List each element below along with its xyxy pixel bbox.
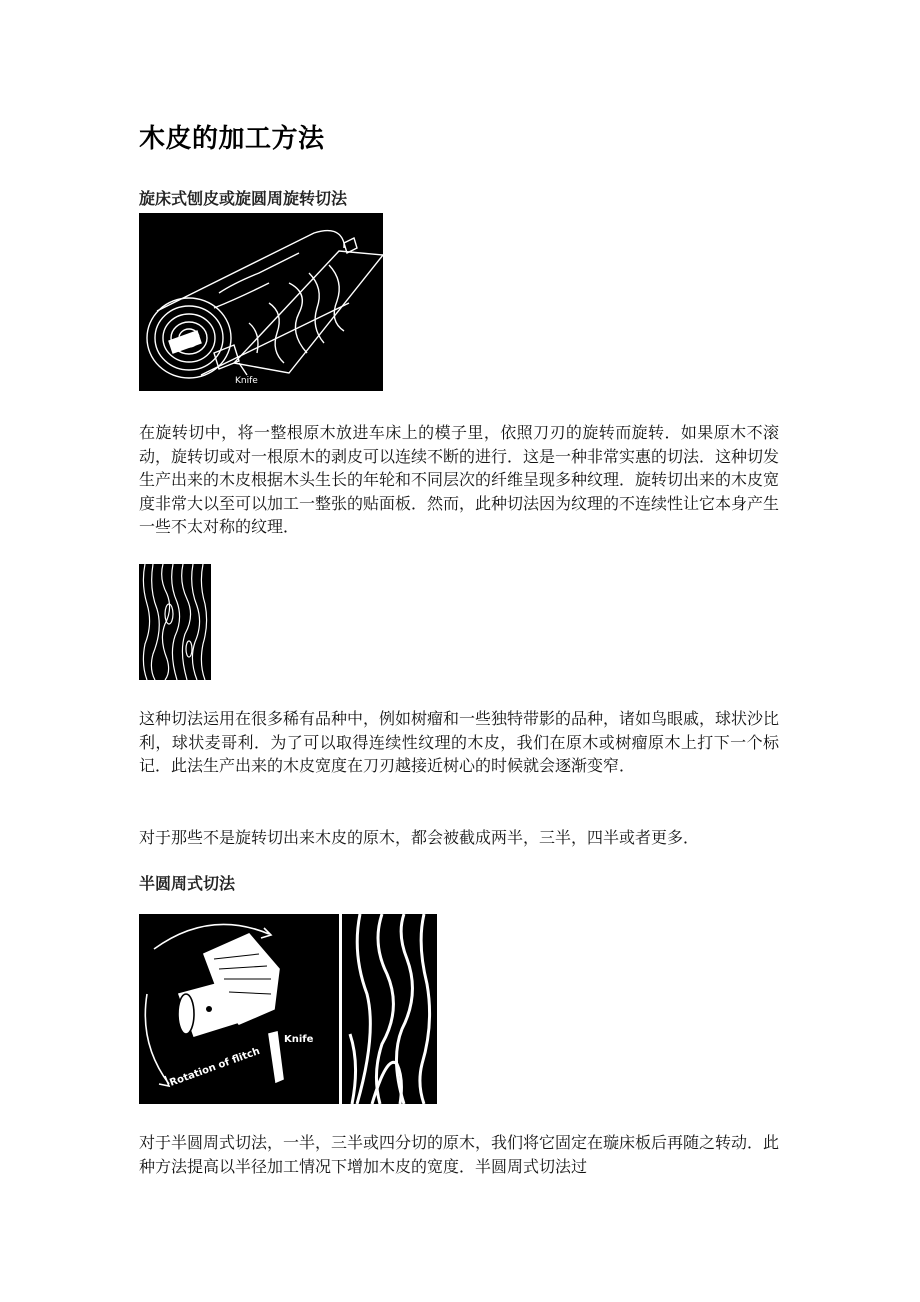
paragraph-rotary-description: 在旋转切中，将一整根原木放进车床上的模子里，依照刀刃的旋转而旋转．如果原木不滚动，旋转切或对一根原木的剥皮可以连续不断的进行．这是一种非常实惠的切法．这种切发生产出来的木皮根据木头生长的年轮和不同层次的纤维呈现多种纹理．旋转切出来的木皮宽度非常大以至可以加工一整张的贴面板．然而，此种切法因为纹理的不连续性让它本身产生一些不太对称的纹理． [139, 423, 780, 536]
section-heading-rotary-cut: 旋床式刨皮或旋圆周旋转切法 [139, 189, 348, 208]
page-title: 木皮的加工方法 [139, 124, 325, 154]
rotary-grain-sample [139, 564, 211, 680]
paragraph-half-round-description: 对于半圆周式切法，一半，三半或四分切的原木，我们将它固定在璇床板后再随之转动．此种方法提高以半径加工情况下增加木皮的宽度．半圆周式切法过 [139, 1133, 780, 1176]
half-round-drawing [139, 914, 339, 1104]
half-round-grain-sample [342, 914, 437, 1104]
paragraph-rotary-usage: 这种切法运用在很多稀有品种中，例如树瘤和一些独特带影的品种，诸如鸟眼戚，球状沙比利，球状麦哥利．为了可以取得连续性纹理的木皮，我们在原木或树瘤原木上打下一个标记．此法生产出来的木皮宽度在刀刃越接近树心的时候就会逐渐变窄． [139, 709, 780, 775]
half-round-illustration [139, 914, 339, 1104]
paragraph-split-logs: 对于那些不是旋转切出来木皮的原木，都会被截成两半，三半，四半或者更多． [139, 828, 700, 847]
grain-pattern [139, 564, 211, 680]
rotary-cut-illustration [139, 213, 383, 391]
rotation-label: Rotation of flitch [168, 1045, 262, 1089]
section-heading-half-round: 半圆周式切法 [139, 874, 236, 893]
knife-label: Knife [284, 1034, 314, 1045]
cathedral-grain-pattern [342, 914, 437, 1104]
knife-label: Knife [235, 376, 258, 386]
rotary-cut-drawing [139, 213, 383, 391]
